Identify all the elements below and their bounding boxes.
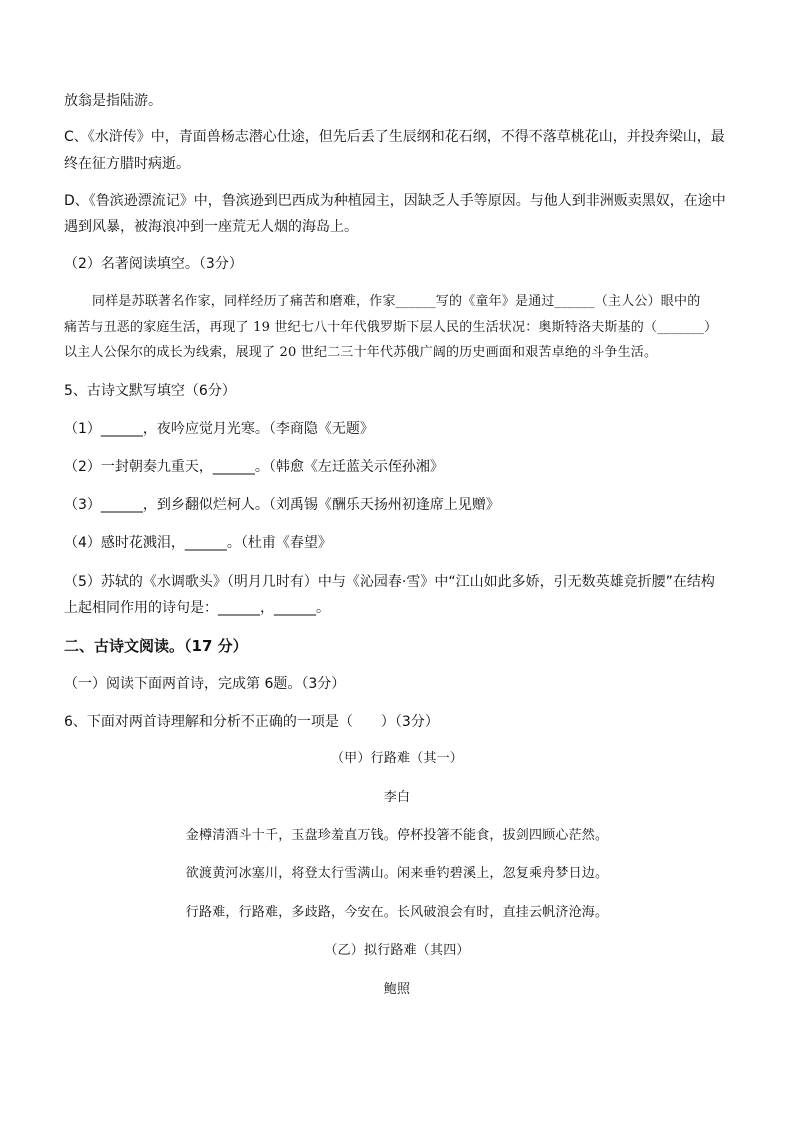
fill-blank-paragraph-line-3: 以主人公保尔的成长为线索，展现了 20 世纪二三十年代苏俄广阔的历史画面和艰苦卓绝的斗争生活。 xyxy=(64,345,658,360)
poem-b-author: 鲍照 xyxy=(383,982,411,997)
option-d-line-2: 遇到风暴，被海浪冲到一座荒无人烟的海岛上。 xyxy=(64,219,358,235)
subsection-1-heading: （一）阅读下面两首诗，完成第 6题。（3分） xyxy=(64,676,346,692)
poem-a-line-2: 欲渡黄河冰塞川，将登太行雪满山。闲来垂钓碧溪上，忽复乘舟梦日边。 xyxy=(185,866,609,881)
section-2-heading: 二、古诗文阅读。（17 分） xyxy=(64,637,248,655)
poem-a-line-1: 金樽清酒斗十千，玉盘珍羞直万钱。停杯投箸不能食，拔剑四顾心茫然。 xyxy=(185,828,609,843)
option-b-continued: 放翁是指陆游。 xyxy=(64,93,162,109)
poem-b-title: （乙）拟行路难（其四） xyxy=(324,943,470,958)
question-4-2-heading: （2）名著阅读填空。（3分） xyxy=(64,256,243,272)
poem-blank-3: （3）______，到乡翻似烂柯人。（刘禹锡《酬乐天扬州初逢席上见赠》 xyxy=(64,497,500,513)
fill-blank-paragraph-line-2: 痛苦与丑恶的家庭生活，再现了 19 世纪七八十年代俄罗斯下层人民的生活状况：奥斯特洛夫斯基的（_______） xyxy=(64,320,718,335)
poem-blank-5-line-2: 上起相同作用的诗句是：______，______。 xyxy=(64,600,330,616)
poem-blank-5-line-1: （5）苏轼的《水调歌头》（明月几时有）中与《沁园春·雪》中“江山如此多娇，引无数英雄竞折腰”在结构 xyxy=(64,574,715,590)
poem-blank-4: （4）感时花溅泪，______。（杜甫《春望》 xyxy=(64,535,332,551)
poem-blank-1: （1）______，夜吟应觉月光寒。（李商隐《无题》 xyxy=(64,421,374,437)
fill-blank-paragraph-line-1: 同样是苏联著名作家，同样经历了痛苦和磨难，作家______写的《童年》是通过______（主人公）眼中的 xyxy=(92,294,701,309)
question-5-heading: 5、古诗文默写填空（6分） xyxy=(64,383,236,399)
poem-a-title: （甲）行路难（其一） xyxy=(330,751,463,766)
question-6-stem: 6、下面对两首诗理解和分析不正确的一项是（ ）（3分） xyxy=(64,714,439,730)
poem-a-line-3: 行路难，行路难，多歧路，今安在。长风破浪会有时，直挂云帆济沧海。 xyxy=(185,905,609,920)
option-d-line-1: D、《鲁滨逊漂流记》中，鲁滨逊到巴西成为种植园主，因缺乏人手等原因。与他人到非洲贩卖黑奴，在途中 xyxy=(64,193,726,209)
option-c-line-2: 终在征方腊时病逝。 xyxy=(64,156,190,172)
poem-blank-2: （2）一封朝奏九重天，______。（韩愈《左迁蓝关示侄孙湘》 xyxy=(64,459,444,475)
poem-a-author: 李白 xyxy=(383,790,411,805)
option-c-line-1: C、《水浒传》中，青面兽杨志潜心仕途，但先后丢了生辰纲和花石纲，不得不落草桃花山，并投奔梁山，最 xyxy=(64,129,725,145)
